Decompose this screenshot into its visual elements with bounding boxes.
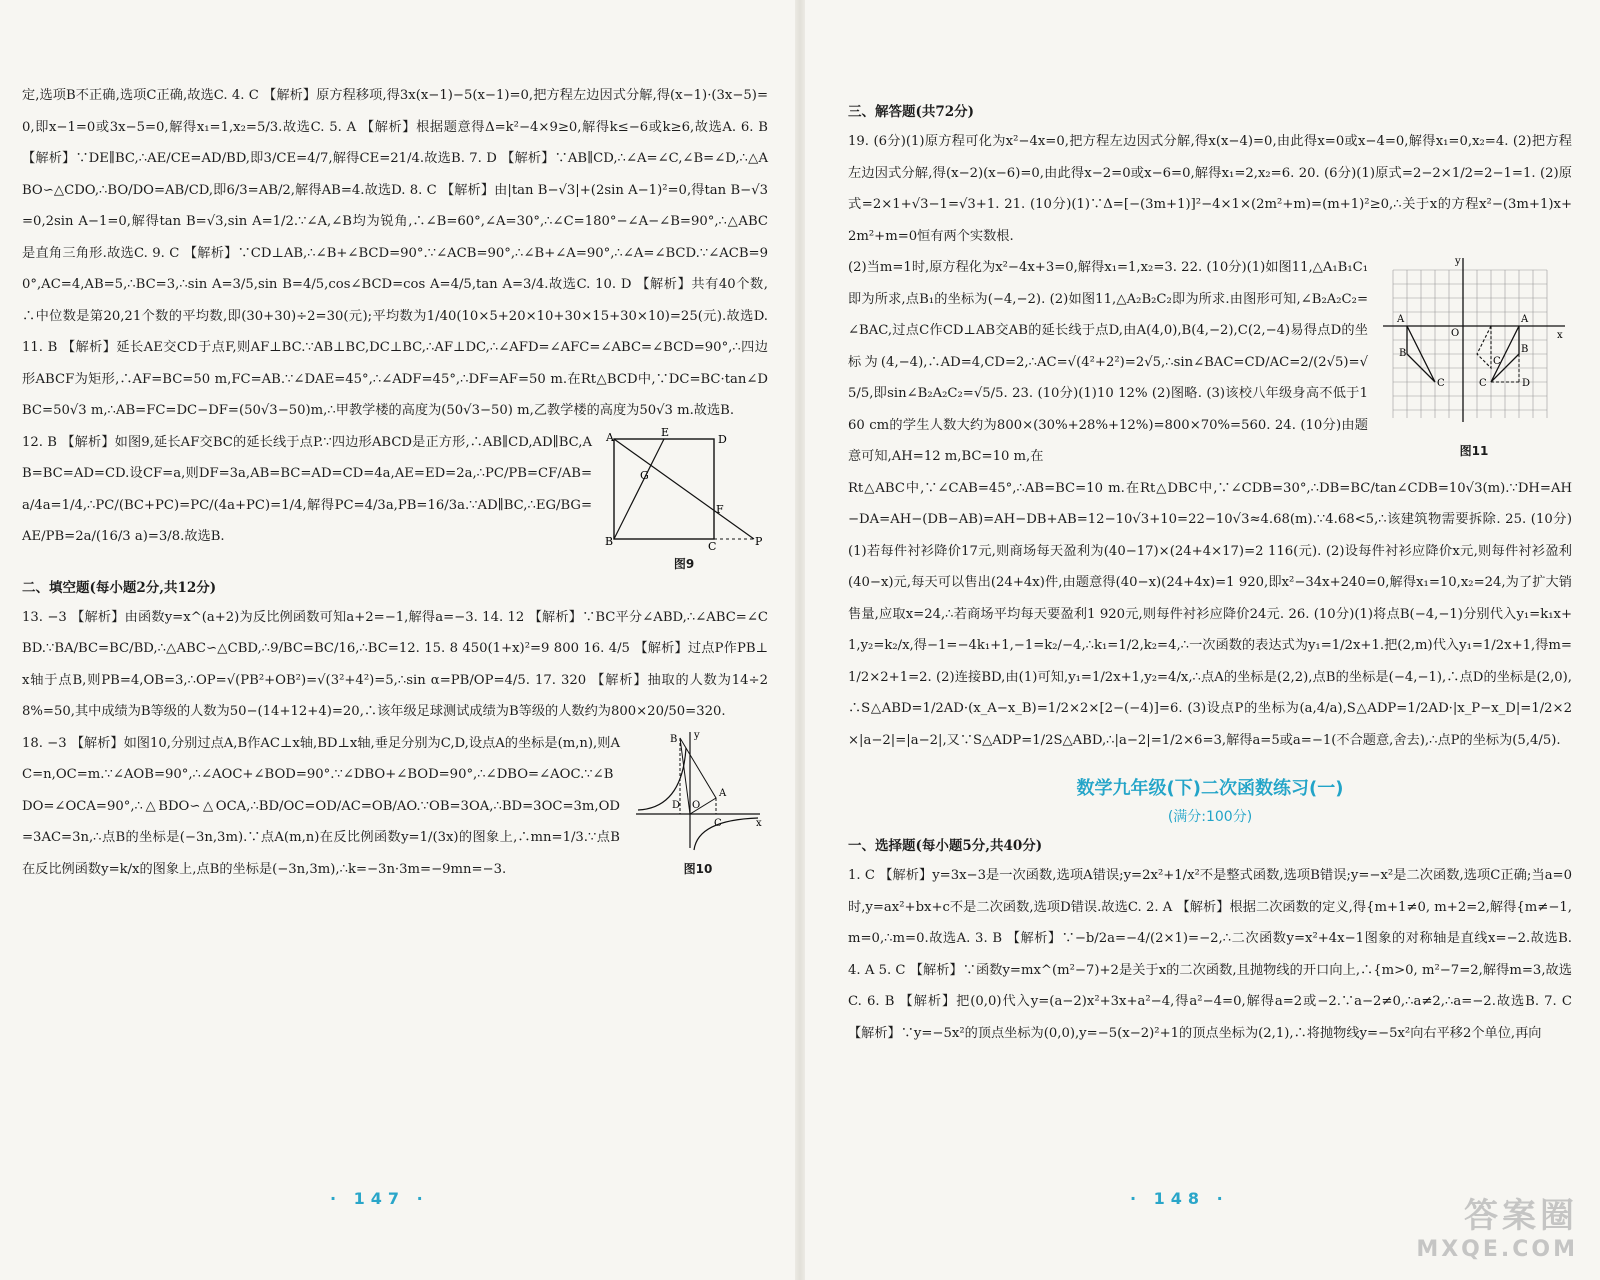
answer-paragraph-12: 12. B 【解析】如图9,延长AF交BC的延长线于点P.∵四边形ABCD是正方形,∴AB∥CD,AD∥BC,AB=BC=AD=CD.设CF=a,则DF=3a,AB=BC=AD=CD=4a,AE=ED=2a,∴PC/PB=CF/AB=a/4a=1/4,∴PC/(BC+PC)=PC/(4a+PC)=1/4,解得PC=4/3a,PB=16/3a.∵AD∥BC,∴EG/BG=AE/PB=2a/(16/3 a)=3/8.故选B. (22, 434, 592, 544)
fig9-label-e: E (661, 426, 670, 439)
fig11-label-b: B (1521, 344, 1529, 355)
fig11-label-a: A (1521, 314, 1529, 325)
fig10-label-b: B (670, 733, 678, 745)
figure-9 (600, 427, 768, 572)
answer-paragraph-13-17: 13. −3 【解析】由函数y=x^(a+2)为反比例函数可知a+2=−1,解得a=−3. 14. 12 【解析】∵BC平分∠ABD,∴∠ABC=∠CBD.∵BA/BC=BC/BD,∴△ABC∽△CBD,∴9/BC=BC/16,∴BC=12. 15. 8 450(1+x)²=9 800 16. 4/5 【解析】过点P作PB⊥x轴于点B,则PB=4,OB=3,∴OP=√(PB²+OB²)=√(3²+4²)=5,∴sin α=PB/OP=4/5. 17. 320 【解析】抽取的人数为14÷28%=50,其中成绩为B等级的人数为50−(14+12+4)=20,∴该年级足球测试成绩为B等级的人数约为800×20/50=320. (22, 609, 768, 719)
figure-10-diagram (630, 728, 766, 856)
page-number-147: · 147 · (330, 1189, 429, 1208)
fig11-label-a1: A (1397, 314, 1405, 325)
fig11-label-c: C (1493, 356, 1501, 367)
fig10-label-o: O (692, 799, 701, 811)
site-watermark (1416, 1188, 1578, 1262)
fig10-label-a: A (719, 787, 727, 799)
fig9-label-b: B (605, 534, 614, 548)
fig9-label-d: D (718, 432, 727, 446)
question-22-block (848, 252, 1572, 473)
figure-10-caption: 图10 (683, 861, 713, 876)
fig10-label-d: D (672, 799, 681, 811)
fig11-label-y: y (1455, 256, 1461, 267)
section-2-heading: 二、填空题(每小题2分,共12分) (22, 579, 217, 596)
fig11-label-o: O (1451, 328, 1460, 339)
fig10-label-x: x (756, 817, 762, 829)
answer-paragraph-18: 18. −3 【解析】如图10,分别过点A,B作AC⊥x轴,BD⊥x轴,垂足分别为C,D,设点A的坐标是(m,n),则AC=n,OC=m.∵∠AOB=90°,∴∠AOC+∠BOD=90°.∵∠DBO+∠BOD=90°,∴∠DBO=∠AOC.∵∠BDO=∠OCA=90°,∴△BDO∽△OCA,∴BD/OC=OD/AC=OB/AO.∵OB=3OA,∴BD=3OC=3m,OD=3AC=3n,∴点B的坐标是(−3n,3m).∵点A(m,n)在反比例函数y=1/(3x)的图象上,∴mn=1/3.∵点B在反比例函数y=k/x的图象上,点B的坐标是(−3n,3m),∴k=−3n·3m=−9mn=−3. (22, 735, 620, 877)
fig9-label-a: A (606, 430, 614, 444)
question-18-block (22, 728, 768, 886)
answer-paragraph-19-21: 19. (6分)(1)原方程可化为x²−4x=0,把方程左边因式分解,得x(x−4)=0,由此得x=0或x−4=0,解得x₁=0,x₂=4. (2)把方程左边因式分解,得(x−2)(x−6)=0,由此得x−2=0或x−6=0,解得x₁=2,x₂=6. 20. (6分)(1)原式=2−2×1/2=2−1=1. (2)原式=2×1+√3−1=√3+1. 21. (10分)(1)∵Δ=[−(3m+1)]²−4×1×(2m²+m)=(m+1)²≥0,∴关于x的方程x²−(3m+1)x+2m²+m=0恒有两个实数根. (848, 134, 1572, 244)
fig11-label-c1: C (1437, 378, 1445, 389)
fig11-label-d: D (1522, 378, 1531, 389)
section-1-heading: 一、选择题(每小题5分,共40分) (848, 838, 1043, 854)
fig11-label-b1: B (1399, 348, 1407, 359)
fig9-label-c: C (708, 539, 717, 551)
fig10-label-c: C (714, 817, 722, 829)
section-3-heading: 三、解答题(共72分) (848, 104, 975, 120)
fig9-label-g: G (640, 468, 649, 482)
figure-9-diagram (604, 427, 764, 551)
figure-11 (1376, 252, 1572, 459)
answer-paragraph-1-11: 定,选项B不正确,选项C正确,故选C. 4. C 【解析】原方程移项,得3x(x−1)−5(x−1)=0,把方程左边因式分解,得(x−1)·(3x−5)=0,即x−1=0或3x−5=0,解得x₁=1,x₂=5/3.故选C. 5. A 【解析】根据题意得Δ=k²−4×9≥0,解得k≤−6或k≥6,故选A. 6. B 【解析】∵DE∥BC,∴AE/CE=AD/BD,即3/CE=4/7,解得CE=21/4.故选B. 7. D 【解析】∵AB∥CD,∴∠A=∠C,∠B=∠D,∴△ABO∽△CDO,∴BO/DO=AB/CD,即6/3=AB/2,解得AB=4.故选D. 8. C 【解析】由|tan B−√3|+(2sin A−1)²=0,得tan B−√3=0,2sin A−1=0,解得tan B=√3,sin A=1/2.∵∠A,∠B均为锐角,∴∠B=60°,∠A=30°,∴∠C=180°−∠A−∠B=90°,∴△ABC是直角三角形.故选C. 9. C 【解析】∵CD⊥AB,∴∠B+∠BCD=90°.∵∠ACB=90°,∴∠B+∠A=90°,∴∠A=∠BCD.∵∠ACB=90°,AC=4,AB=5,∴BC=3,∴sin A=3/5,sin B=4/5,cos∠BCD=cos A=4/5,tan A=3/4.故选C. 10. D 【解析】共有40个数,∴中位数是第20,21个数的平均数,即(30+30)÷2=30(元);平均数为1/40(10×5+20×10+30×15+30×10)=25(元).故选D. 11. B 【解析】延长AE交CD于点F,则AF⊥BC.∵AB⊥BC,DC⊥BC,∴AF⊥DC,∴∠AFD=∠AFC=∠ABC=∠BCD=90°,∴四边形ABCF为矩形,∴AF=BC=50 m,FC=AB.∵∠DAE=45°,∴∠ADF=45°,∴DF=AF=50 m.在Rt△BCD中,∵DC=BC·tan∠DBC=50√3 m,∴AB=FC=DC−DF=(50√3−50)m,∴甲教学楼的高度为(50√3−50) m,乙教学楼的高度为50√3 m.故选B. (22, 88, 768, 418)
figure-9-caption: 图9 (673, 556, 695, 571)
fig11-label-x: x (1557, 330, 1563, 341)
figure-11-diagram (1379, 252, 1569, 438)
right-page (800, 0, 1600, 1280)
answer-paragraph-22-24: (2)当m=1时,原方程化为x²−4x+3=0,解得x₁=1,x₂=3. 22. (10分)(1)如图11,△A₁B₁C₁即为所求,点B₁的坐标为(−4,−2). (2)如图11,△A₂B₂C₂即为所求.由图形可知,∠B₂A₂C₂=∠BAC,过点C作CD⊥AB交AB的延长线于点D,由A(4,0),B(4,−2),C(2,−4)易得点D的坐标为(4,−4),∴AD=4,CD=2,∴AC=√(4²+2²)=2√5,∴sin∠BAC=CD/AC=2/(2√5)=√5/5,即sin∠B₂A₂C₂=√5/5. 23. (10分)(1)10 12% (2)图略. (3)该校八年级身高不低于160 cm的学生人数大约为800×(30%+28%+12%)=800×70%=560. 24. (10分)由题意可知,AH=12 m,BC=10 m,在 (848, 260, 1368, 464)
watermark-url: MXQE.COM (1416, 1237, 1578, 1262)
watermark-logo-text: 答案圈 (1464, 1196, 1578, 1236)
fig9-label-p: P (755, 534, 763, 548)
fig11-label-c2: C (1479, 378, 1487, 389)
practice-title: 数学九年级(下)二次函数练习(一) (1076, 778, 1344, 799)
fig10-label-y: y (694, 729, 700, 741)
question-12-block (22, 427, 768, 572)
figure-10 (628, 728, 768, 877)
practice-subtitle: (满分:100分) (1167, 809, 1253, 825)
figure-11-caption: 图11 (1459, 444, 1489, 458)
page-number-148: · 148 · (1130, 1189, 1229, 1208)
fig9-label-f: F (716, 502, 724, 516)
answer-paragraph-practice-1-7: 1. C 【解析】y=3x−3是一次函数,选项A错误;y=2x²+1/x²不是整式函数,选项B错误;y=−x²是二次函数,选项C正确;当a=0时,y=ax²+bx+c不是二次函数,选项D错误.故选C. 2. A 【解析】根据二次函数的定义,得{m+1≠0, m+2=2,解得{m≠−1, m=0,∴m=0.故选A. 3. B 【解析】∵−b/2a=−4/(2×1)=−2,∴二次函数y=x²+4x−1图象的对称轴是直线x=−2.故选B. 4. A 5. C 【解析】∵函数y=mx^(m²−7)+2是关于x的二次函数,且抛物线的开口向上,∴{m>0, m²−7=2,解得m=3,故选C. 6. B 【解析】把(0,0)代入y=(a−2)x²+3x+a²−4,得a²−4=0,解得a=2或−2.∵a−2≠0,∴a≠2,∴a=−2.故选B. 7. C 【解析】∵y=−5x²的顶点坐标为(0,0),y=−5(x−2)²+1的顶点坐标为(2,1),∴将抛物线y=−5x²向右平移2个单位,再向 (848, 868, 1572, 1041)
answer-paragraph-24-26: Rt△ABC中,∵∠CAB=45°,∴AB=BC=10 m.在Rt△DBC中,∵∠CDB=30°,∴DB=BC/tan∠CDB=10√3(m).∵DH=AH−DA=AH−(DB−AB)=AH−DB+AB=12−10√3+10=22−10√3≈4.68(m).∵4.68<5,∴该建筑物需要拆除. 25. (10分)(1)若每件衬衫降价17元,则商场每天盈利为(40−17)×(24+4×17)=2 116(元). (2)设每件衬衫应降价x元,则每件衬衫盈利(40−x)元,每天可以售出(24+4x)件,由题意得(40−x)(24+4x)=1 920,即x²−34x+240=0,解得x₁=10,x₂=24,为了扩大销售量,应取x=24,∴若商场平均每天要盈利1 920元,则每件衬衫应降价24元. 26. (10分)(1)将点B(−4,−1)分别代入y₁=k₁x+1,y₂=k₂/x,得−1=−4k₁+1,−1=k₂/−4,∴k₁=1/2,k₂=4,∴一次函数的表达式为y₁=1/2x+1.把(2,m)代入y₁=1/2x+1,得m=1/2×2+1=2. (2)连接BD,由(1)可知,y₁=1/2x+1,y₂=4/x,∴点A的坐标是(2,2),点B的坐标是(−4,−1),∴点D的坐标是(2,0),∴S△ABD=1/2AD·(x_A−x_B)=1/2×2×[2−(−4)]=6. (3)设点P的坐标为(a,4/a),S△ADP=1/2AD·|x_P−x_D|=1/2×2×|a−2|=|a−2|,又∵S△ADP=1/2S△ABD,∴|a−2|=1/2×6=3,解得a=5或a=−1(不合题意,舍去),∴点P的坐标为(5,4/5). (848, 480, 1572, 748)
